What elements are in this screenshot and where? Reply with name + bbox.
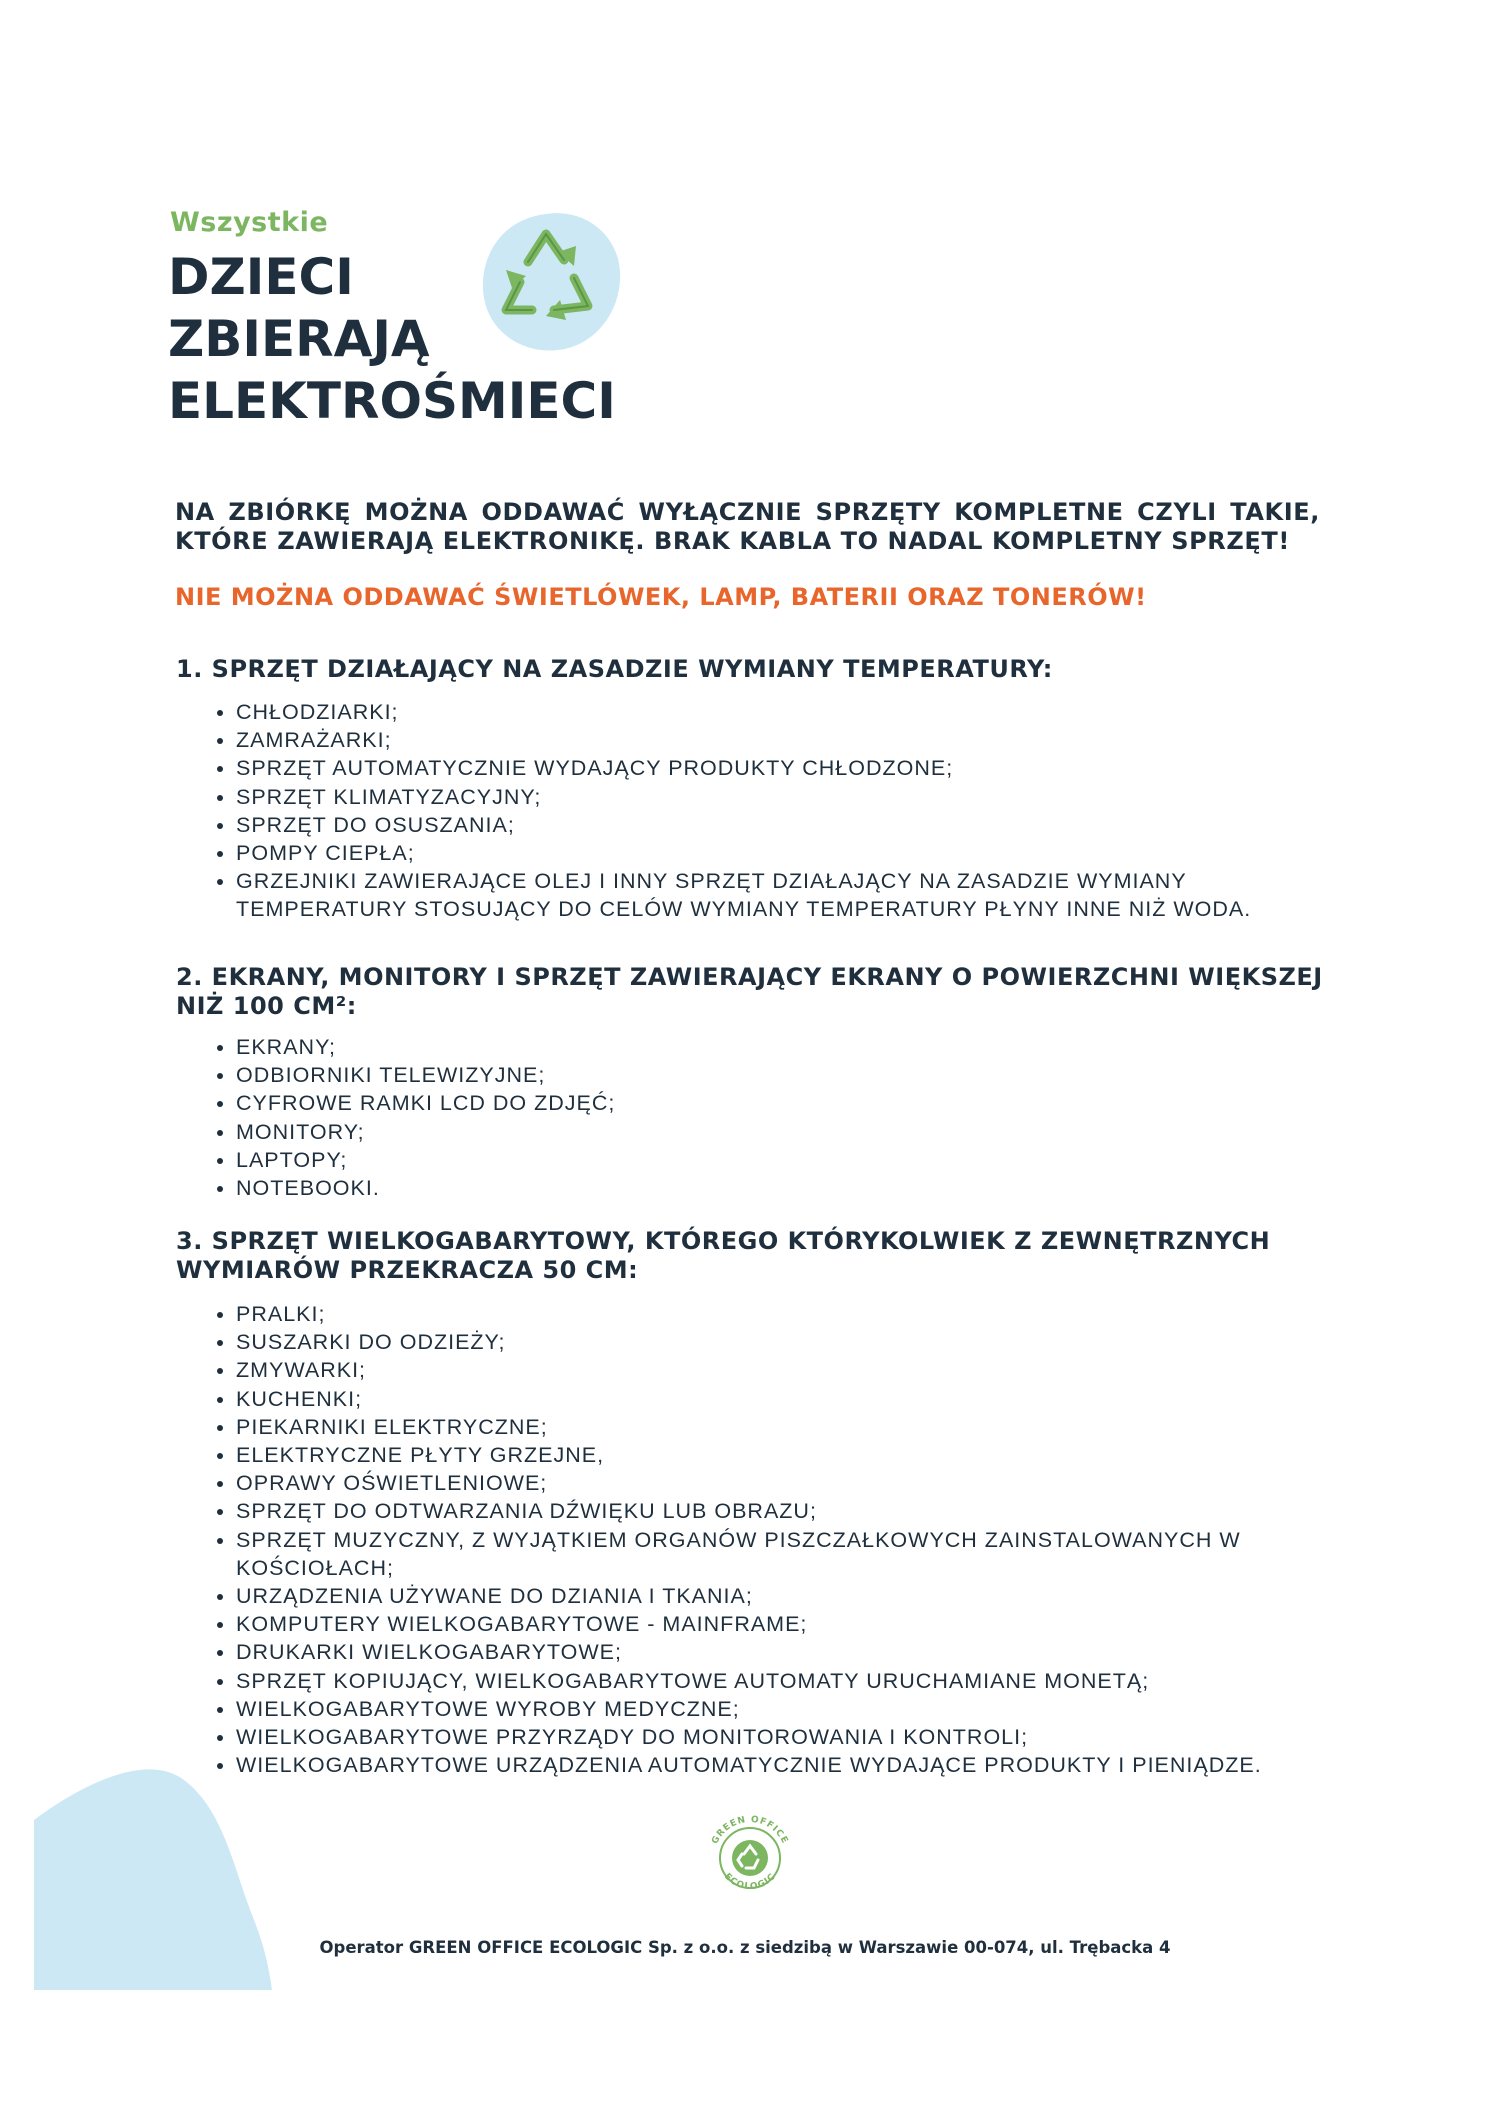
list-item: • WIELKOGABARYTOWE WYROBY MEDYCZNE; (236, 1695, 1346, 1723)
list-item: • SPRZĘT DO ODTWARZANIA DŹWIĘKU LUB OBRAZU; (236, 1497, 1346, 1525)
header-line-3: ELEKTROŚMIECI (168, 372, 616, 430)
section-3-title: 3. SPRZĘT WIELKOGABARYTOWY, KTÓREGO KTÓRYKOLWIEK Z ZEWNĘTRZNYCH WYMIARÓW PRZEKRACZA 50 CM: (176, 1227, 1271, 1284)
header-line-2: ZBIERAJĄ (168, 310, 430, 368)
green-office-ecologic-logo (700, 1808, 800, 1908)
section-1-title: 1. SPRZĘT DZIAŁAJĄCY NA ZASADZIE WYMIANY TEMPERATURY: (176, 655, 1053, 683)
list-item: • KUCHENKI; (236, 1385, 1346, 1413)
list-item: • SPRZĘT KOPIUJĄCY, WIELKOGABARYTOWE AUTOMATY URUCHAMIANE MONETĄ; (236, 1667, 1346, 1695)
header-small-text: Wszystkie (170, 207, 329, 238)
list-item: • KOMPUTERY WIELKOGABARYTOWE - MAINFRAME; (236, 1610, 1346, 1638)
list-item: • LAPTOPY; (236, 1146, 1346, 1174)
list-item: • DRUKARKI WIELKOGABARYTOWE; (236, 1638, 1346, 1666)
list-item: • URZĄDZENIA UŻYWANE DO DZIANIA I TKANIA; (236, 1582, 1346, 1610)
section-3-list (210, 1300, 1346, 1779)
list-item: • OPRAWY OŚWIETLENIOWE; (236, 1469, 1346, 1497)
section-2-title: 2. EKRANY, MONITORY I SPRZĘT ZAWIERAJĄCY EKRANY O POWIERZCHNI WIĘKSZEJ NIŻ 100 CM²: (176, 963, 1323, 1020)
intro-text: NA ZBIÓRKĘ MOŻNA ODDAWAĆ WYŁĄCZNIE SPRZĘTY KOMPLETNE CZYLI TAKIE, KTÓRE ZAWIERAJĄ ELEKTRONIKĘ. BRAK KABLA TO NADAL KOMPLETNY SPRZĘT! (175, 498, 1320, 555)
list-item: • ZAMRAŻARKI; (236, 726, 1346, 754)
list-item: • ZMYWARKI; (236, 1356, 1346, 1384)
section-2-list (210, 1033, 1346, 1202)
list-item: • SPRZĘT MUZYCZNY, Z WYJĄTKIEM ORGANÓW PISZCZAŁKOWYCH ZAINSTALOWANYCH W KOŚCIOŁACH; (236, 1526, 1346, 1582)
list-item: • SPRZĘT KLIMATYZACYJNY; (236, 783, 1346, 811)
list-item: • MONITORY; (236, 1118, 1346, 1146)
header-line-1: DZIECI (168, 248, 354, 306)
list-item: • POMPY CIEPŁA; (236, 839, 1346, 867)
svg-text:ECOLOGIC: ECOLOGIC (721, 1871, 779, 1893)
list-item: • SPRZĘT AUTOMATYCZNIE WYDAJĄCY PRODUKTY CHŁODZONE; (236, 754, 1346, 782)
list-item: • NOTEBOOKI. (236, 1174, 1346, 1202)
list-item: • SPRZĘT DO OSUSZANIA; (236, 811, 1346, 839)
footer-text: Operator GREEN OFFICE ECOLOGIC Sp. z o.o. z siedzibą w Warszawie 00-074, ul. Trębacka 4 (319, 1938, 1171, 1957)
list-item: • WIELKOGABARYTOWE PRZYRZĄDY DO MONITOROWANIA I KONTROLI; (236, 1723, 1346, 1751)
list-item: • CYFROWE RAMKI LCD DO ZDJĘĆ; (236, 1089, 1346, 1117)
list-item: • SUSZARKI DO ODZIEŻY; (236, 1328, 1346, 1356)
list-item: • EKRANY; (236, 1033, 1346, 1061)
warning-text: NIE MOŻNA ODDAWAĆ ŚWIETLÓWEK, LAMP, BATERII ORAZ TONERÓW! (175, 583, 1147, 611)
list-item: • ELEKTRYCZNE PŁYTY GRZEJNE, (236, 1441, 1346, 1469)
list-item: • PIEKARNIKI ELEKTRYCZNE; (236, 1413, 1346, 1441)
svg-text:GREEN OFFICE: GREEN OFFICE (710, 1814, 790, 1846)
recycle-icon (476, 206, 624, 354)
list-item: • CHŁODZIARKI; (236, 698, 1346, 726)
list-item: • GRZEJNIKI ZAWIERAJĄCE OLEJ I INNY SPRZĘT DZIAŁAJĄCY NA ZASADZIE WYMIANY TEMPERATURY STOSUJĄCY DO CELÓW WYMIANY TEMPERATURY PŁYNY INNE NIŻ WODA. (236, 867, 1346, 923)
list-item: • WIELKOGABARYTOWE URZĄDZENIA AUTOMATYCZNIE WYDAJĄCE PRODUKTY I PIENIĄDZE. (236, 1751, 1346, 1779)
list-item: • PRALKI; (236, 1300, 1346, 1328)
list-item: • ODBIORNIKI TELEWIZYJNE; (236, 1061, 1346, 1089)
section-1-list (210, 698, 1346, 924)
